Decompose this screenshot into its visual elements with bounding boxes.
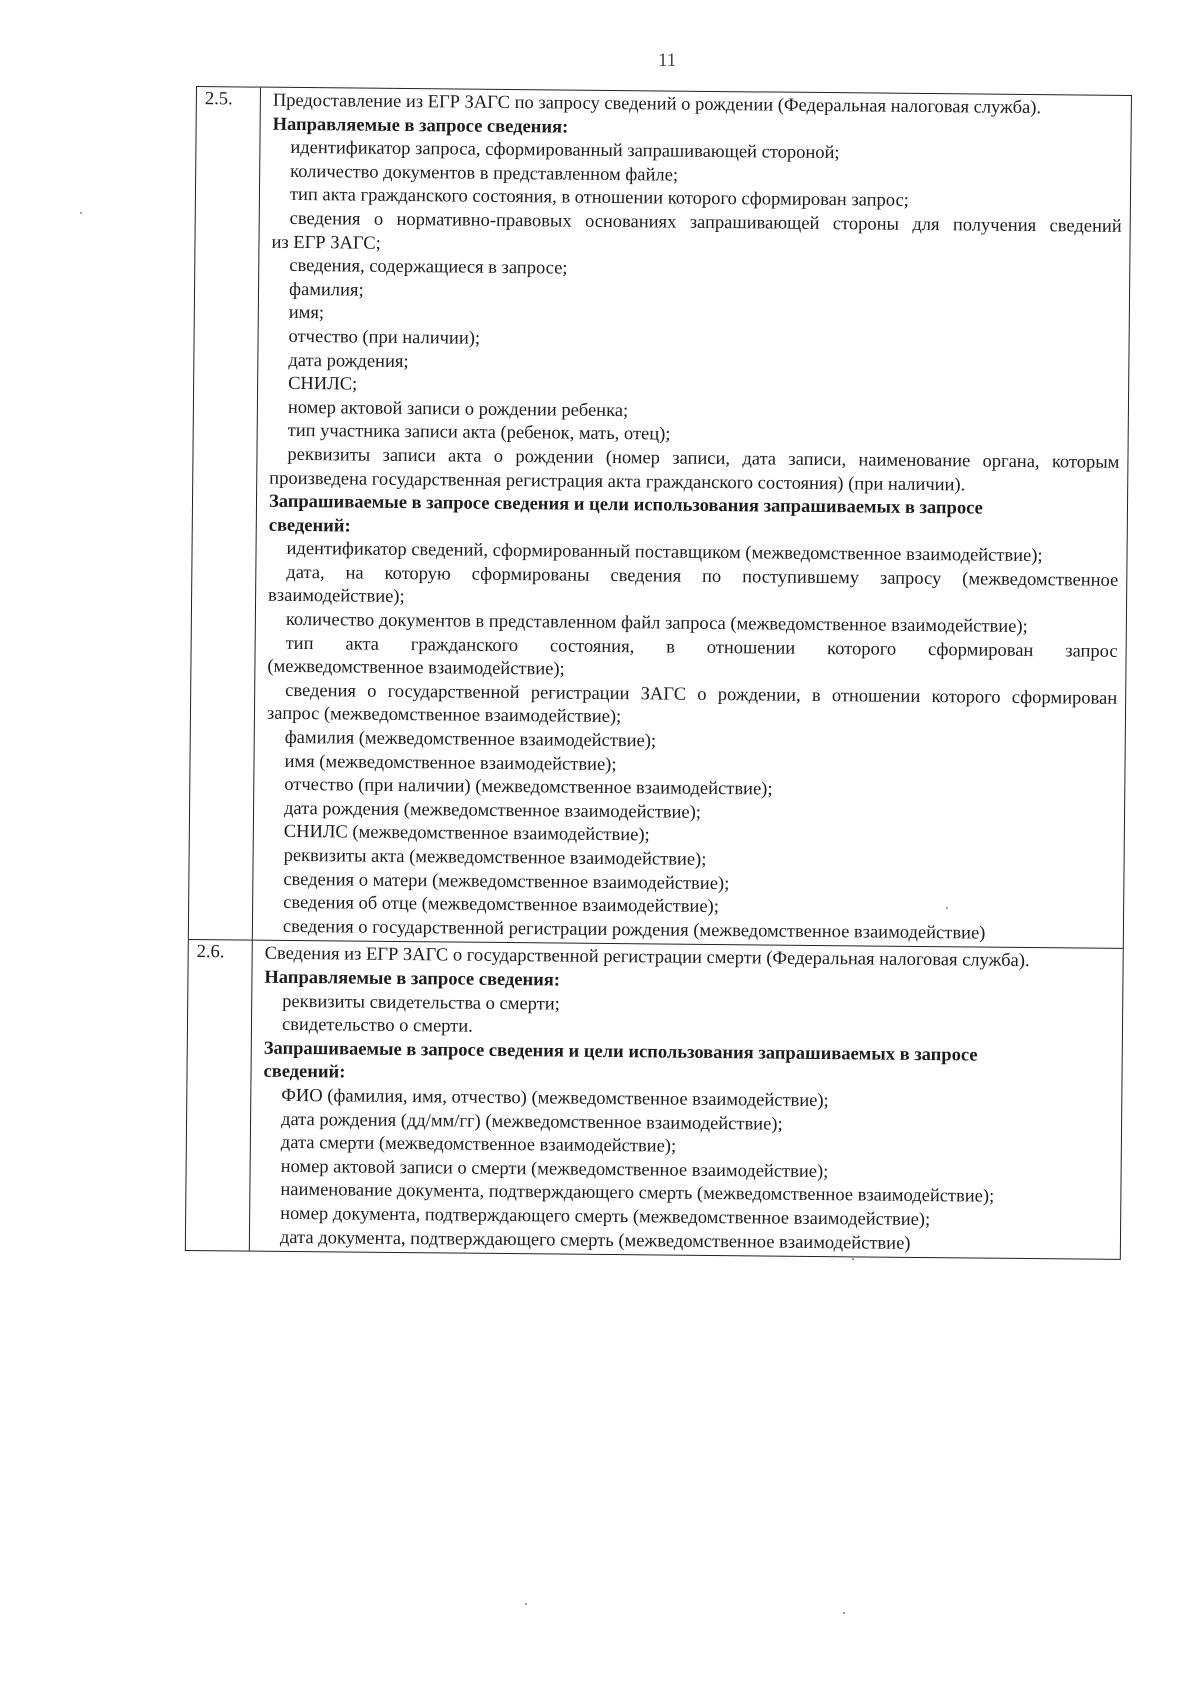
- section-content: [250, 941, 1123, 1259]
- section-text-line: Предоставление из ЕГР ЗАГС по запросу сведений о рождении (Федеральная налоговая служба).: [272, 90, 1042, 119]
- section-text-line: количество документов в представленном файле;: [290, 161, 679, 186]
- section-heading-line: Направляемые в запросе сведения:: [272, 114, 569, 138]
- section-text-line: наименование документа, подтверждающего смерть (межведомственное взаимодействие);: [280, 1180, 995, 1208]
- section-text-line: номер актовой записи о рождении ребенка;: [287, 397, 629, 421]
- section-text-line: тип участника записи акта (ребенок, мать, отец);: [287, 421, 671, 445]
- section-text-line: запрос (межведомственное взаимодействие);: [266, 704, 622, 728]
- section-text-line: имя;: [288, 303, 325, 324]
- section-text-line: дата документа, подтверждающего смерть (межведомственное взаимодействие): [279, 1227, 911, 1254]
- section-heading-line: сведений:: [263, 1062, 346, 1083]
- page-number: 11: [658, 50, 677, 71]
- section-text-line: номер документа, подтверждающего смерть (межведомственное взаимодействие);: [280, 1203, 931, 1231]
- section-text-line: произведена государственная регистрация акта гражданского состояния) (при наличии).: [269, 468, 966, 495]
- section-text-line: реквизиты записи акта о рождении (номер записи, дата записи, наименование органа, которым: [287, 444, 1120, 473]
- section-text-line: идентификатор запроса, сформированный запрашивающей стороной;: [290, 138, 840, 164]
- section-text-line: сведения об отце (межведомственное взаимодействие);: [283, 893, 719, 918]
- section-text-line: свидетельство о смерти.: [281, 1015, 473, 1037]
- section-row-2-5: [189, 87, 1131, 948]
- section-heading-line: Направляемые в запросе сведения:: [264, 967, 561, 991]
- section-text-line: фамилия;: [288, 279, 364, 301]
- section-text-line: тип акта гражданского состояния, в отношении которого сформирован запрос: [285, 633, 1118, 662]
- scan-speck: [946, 907, 948, 909]
- section-text-line: идентификатор сведений, сформированный поставщиком (межведомственное взаимодействие);: [286, 539, 1043, 567]
- section-text-line: тип акта гражданского состояния, в отношении которого сформирован запрос;: [289, 185, 909, 212]
- scan-speck: [852, 1258, 854, 1260]
- section-text-line: номер актовой записи о смерти (межведомственное взаимодействие);: [280, 1156, 829, 1182]
- section-text-line: сведения о матери (межведомственное взаимодействие);: [283, 869, 730, 894]
- section-text-line: дата рождения (дд/мм/гг) (межведомственное взаимодействие);: [280, 1109, 783, 1135]
- section-text-line: сведения о государственной регистрации ЗАГС о рождении, в отношении которого сформирован: [285, 680, 1118, 709]
- scan-speck: [80, 212, 82, 214]
- section-text-line: количество документов в представленном файл запроса (межведомственное взаимодействие);: [285, 609, 1028, 638]
- section-text-line: сведения о государственной регистрации рождения (межведомственное взаимодействие): [282, 916, 986, 944]
- section-text-line: сведения, содержащиеся в запросе;: [289, 256, 568, 279]
- section-content: [253, 88, 1131, 949]
- section-text-line: дата смерти (межведомственное взаимодействие);: [280, 1132, 677, 1157]
- section-text-line: Сведения из ЕГР ЗАГС о государственной регистрации смерти (Федеральная налоговая служба).: [264, 944, 1030, 972]
- section-text-line: из ЕГР ЗАГС;: [271, 232, 381, 254]
- section-text-line: реквизиты акта (межведомственное взаимодействие);: [283, 845, 707, 870]
- section-heading-line: Запрашиваемые в запросе сведения и цели использования запрашиваемых в запросе: [268, 491, 983, 519]
- document-table: [185, 86, 1132, 1260]
- section-text-line: сведения о нормативно-правовых основаниях запрашивающей стороны для получения сведений: [289, 208, 1122, 237]
- section-text-line: фамилия (межведомственное взаимодействие);: [284, 727, 657, 752]
- section-text-line: имя (межведомственное взаимодействие);: [284, 751, 617, 775]
- scan-speck: [525, 1603, 527, 1605]
- section-text-line: дата, на которую сформированы сведения по поступившему запросу (межведомственное: [286, 562, 1119, 591]
- section-text-line: СНИЛС;: [288, 374, 358, 395]
- section-heading-line: сведений:: [268, 515, 351, 537]
- section-text-line: взаимодействие);: [268, 586, 405, 608]
- section-text-line: реквизиты свидетельства о смерти;: [282, 991, 560, 1015]
- section-row-2-6: [186, 939, 1123, 1259]
- section-text-line: отчество (при наличии);: [288, 326, 481, 349]
- section-text-line: отчество (при наличии) (межведомственное взаимодействие);: [284, 775, 773, 800]
- section-text-line: дата рождения;: [288, 350, 409, 372]
- section-heading-line: Запрашиваемые в запросе сведения и цели использования запрашиваемых в запросе: [263, 1038, 978, 1066]
- section-text-line: СНИЛС (межведомственное взаимодействие);: [283, 822, 650, 846]
- section-text-line: дата рождения (межведомственное взаимодействие);: [283, 798, 702, 823]
- section-text-line: (межведомственное взаимодействие);: [267, 656, 565, 680]
- scan-speck: [843, 1612, 845, 1614]
- section-text-line: ФИО (фамилия, имя, отчество) (межведомственное взаимодействие);: [281, 1085, 829, 1112]
- section-number: 2.6.: [186, 940, 253, 1250]
- section-number: 2.5.: [189, 87, 261, 940]
